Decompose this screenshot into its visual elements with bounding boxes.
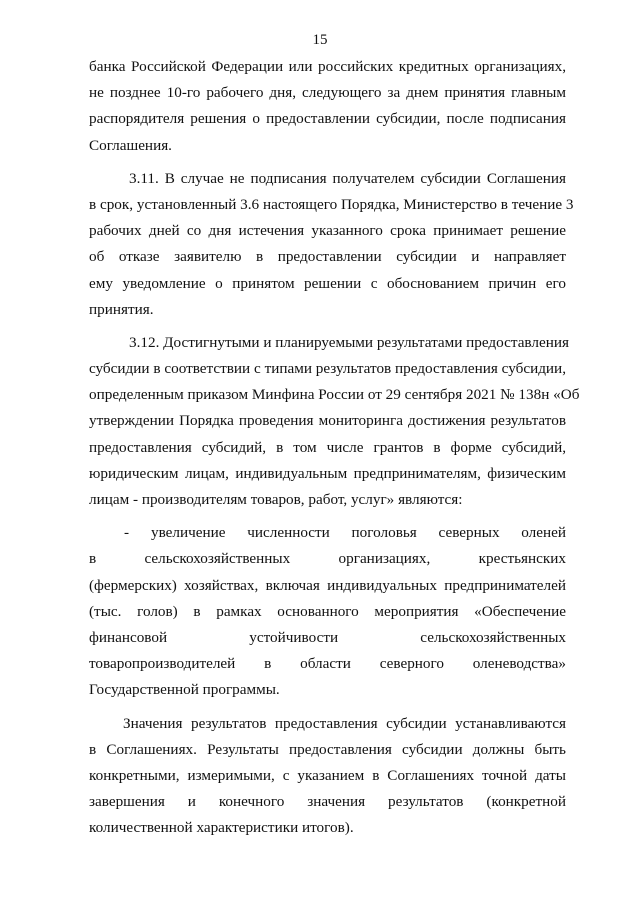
text-line: распорядителя решения о предоставлении субсидии, после подписания [89,110,566,128]
text-line: не позднее 10-го рабочего дня, следующего за днем принятия главным [89,84,566,102]
bullet-item [89,520,566,703]
text-line: финансовой устойчивости сельскохозяйственных [89,628,566,646]
text-line: предоставления субсидий, в том числе грантов в форме субсидий, [89,438,566,456]
text-line: определенным приказом Минфина России от 29 сентября 2021 № 138н «Об [89,386,580,404]
text-line: банка Российской Федерации или российских кредитных организациях, [89,58,566,75]
text-line: принятия. [89,300,154,318]
paragraph-continuation [89,54,566,159]
text-line: 3.12. Достигнутыми и планируемыми результатами предоставления [129,333,569,351]
text-line: завершения и конечного значения результатов (конкретной [89,793,566,811]
bullet-dash: - [124,524,130,542]
text-line: в сельскохозяйственных организациях, крестьянских [89,550,566,568]
text-line: Соглашения. [89,136,172,154]
text-line: в срок, установленный 3.6 настоящего Порядка, Министерство в течение 3 [89,195,574,213]
text-line: товаропроизводителей в области северного оленеводства» [89,655,566,673]
text-line: количественной характеристики итогов). [89,819,354,837]
text-line: Государственной программы. [89,681,280,699]
text-line: юридическим лицам, индивидуальным предпринимателям, физическим [89,464,566,482]
page-number: 15 [312,32,328,48]
document-body [89,54,580,841]
text-line: 3.11. В случае не подписания получателем субсидии Соглашения [129,169,566,187]
bullet-first-line [89,520,566,546]
text-line: субсидии в соответствии с типами результатов предоставления субсидии, [89,360,566,378]
text-line: лицам - производителям товаров, работ, услуг» являются: [89,491,463,508]
text-line: увеличение численности поголовья северных оленей [151,524,566,542]
text-line: об отказе заявителю в предоставлении субсидии и направляет [89,248,566,266]
text-line: утверждении Порядка проведения мониторинга достижения результатов [89,412,566,430]
text-line: ему уведомление о принятом решении с обоснованием причин его [89,274,566,292]
text-line: (фермерских) хозяйствах, включая индивидуальных предпринимателей [89,576,566,594]
paragraph-3-12 [89,330,580,513]
text-line: (тыс. голов) в рамках основанного мероприятия «Обеспечение [89,602,566,620]
text-line: Значения результатов предоставления субсидии устанавливаются [123,714,566,732]
text-line: в Соглашениях. Результаты предоставления субсидии должны быть [89,740,566,758]
text-line: конкретными, измеримыми, с указанием в Соглашениях точной даты [89,766,566,784]
text-line: рабочих дней со дня истечения указанного срока принимает решение [89,222,566,240]
paragraph-results [89,711,566,842]
paragraph-3-11 [89,166,574,323]
